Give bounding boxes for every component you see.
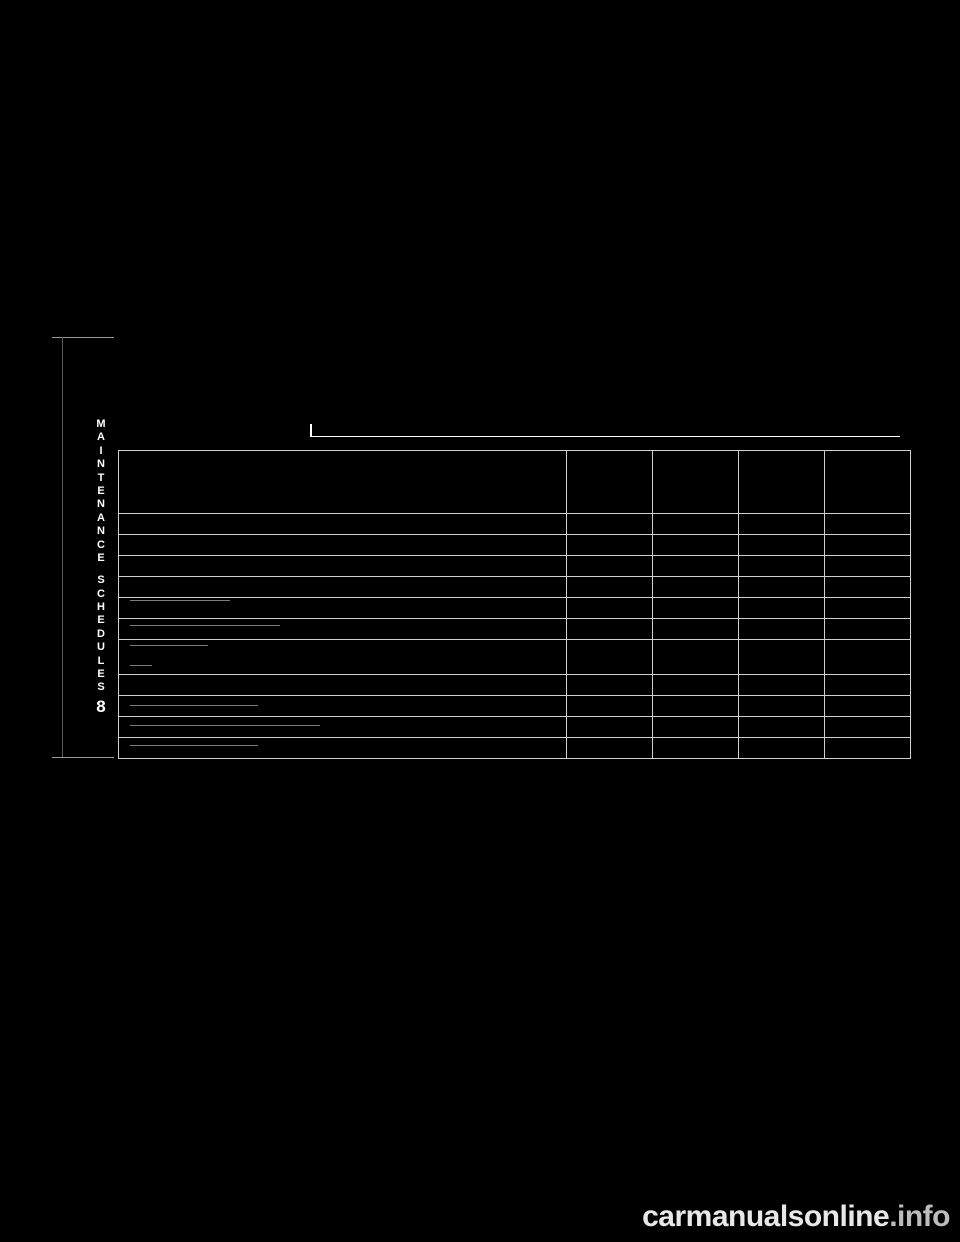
watermark-text: carmanualsonline [642,1200,890,1233]
table-row [119,556,911,577]
side-tab-letter: M [96,418,106,430]
table-row [119,619,911,640]
side-tab-spacer [88,565,114,574]
table-row [119,514,911,535]
section-page-number: 8 [96,696,106,716]
side-tab-letter: U [97,641,105,654]
maintenance-schedule-table [118,450,911,759]
watermark-suffix: .info [889,1200,950,1233]
side-tab-letter: S [97,574,105,587]
side-tab-letter: E [97,551,105,564]
table-row [119,640,911,675]
side-tab-letter: S [97,681,105,694]
column-header-interval-3 [739,451,825,514]
side-tab-letter: T [97,471,105,484]
table-header-rule [310,424,900,438]
section-side-tab [88,418,114,716]
side-tab-letter: D [97,627,105,640]
side-tab-letter: C [97,587,105,600]
side-tab-letter: N [97,458,105,471]
side-tab-letter: E [97,484,105,497]
header-line [310,436,900,437]
table-row [119,675,911,696]
table-row [119,717,911,738]
side-tab-letter: L [97,654,105,667]
table-row [119,535,911,556]
side-tab-letter: N [97,498,105,511]
table-body [119,514,911,759]
table-row [119,598,911,619]
column-header-interval-4 [825,451,911,514]
table-row [119,738,911,759]
side-tab-letter: I [99,444,103,457]
column-header-interval-1 [567,451,653,514]
side-tab-letter: N [97,525,105,538]
side-tab-letter: E [97,614,105,627]
column-header-interval-2 [653,451,739,514]
table-row [119,577,911,598]
page-left-edge [62,337,63,758]
column-header-item [119,451,567,514]
side-tab-letter: A [97,511,105,524]
bottom-divider [52,757,114,758]
side-tab-letter: E [97,668,105,681]
side-tab-letter: A [97,431,105,444]
table-header-row [119,451,911,514]
side-tab-letter: H [97,601,105,614]
site-watermark [642,1200,950,1234]
side-tab-letter: C [97,538,105,551]
table-row [119,696,911,717]
